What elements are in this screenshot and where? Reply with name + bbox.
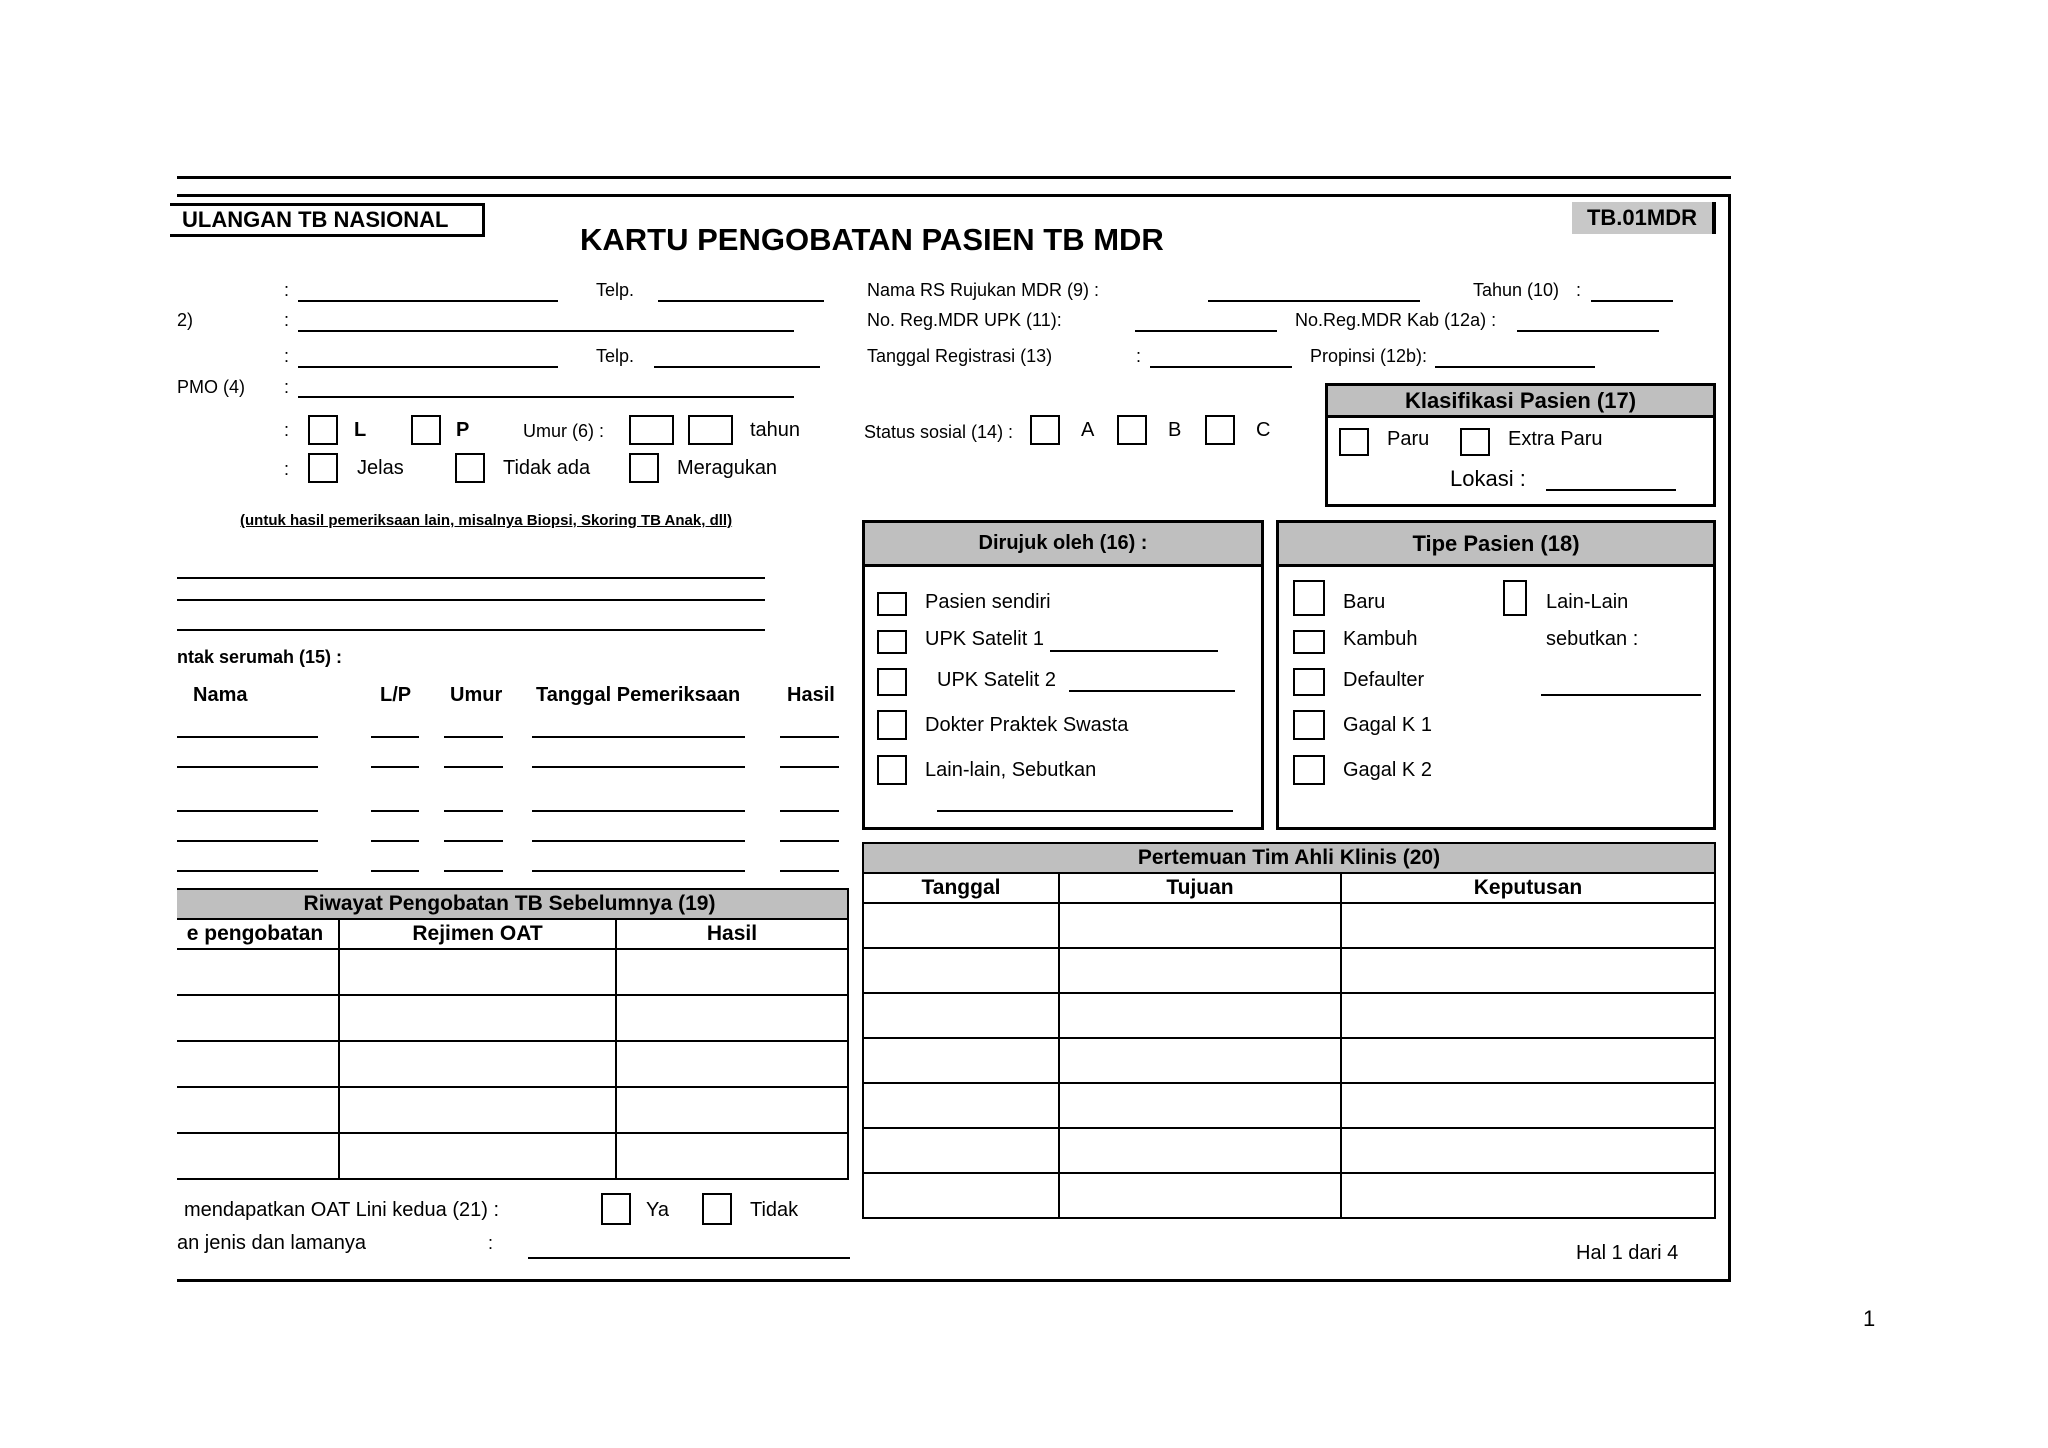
noreg-kab-field-line[interactable] bbox=[1517, 330, 1659, 332]
pmo-name-field-line[interactable] bbox=[298, 366, 558, 368]
pertemuan-row bbox=[863, 1173, 1715, 1218]
status-b-checkbox[interactable] bbox=[1117, 415, 1147, 445]
contact-field-line[interactable] bbox=[444, 766, 503, 768]
riwayat-row-cell[interactable] bbox=[171, 1041, 339, 1087]
rs-field-line[interactable] bbox=[1208, 300, 1420, 302]
dirujuk-satelit1-checkbox[interactable] bbox=[877, 630, 907, 654]
pertemuan-row-cell[interactable] bbox=[1059, 1038, 1341, 1083]
riwayat-row-cell[interactable] bbox=[339, 1041, 616, 1087]
contacts-header-date: Tanggal Pemeriksaan bbox=[536, 684, 741, 706]
tipe-baru-checkbox[interactable] bbox=[1293, 580, 1325, 616]
contact-field-line[interactable] bbox=[177, 810, 318, 812]
paru-checkbox[interactable] bbox=[1339, 428, 1369, 456]
riwayat-table bbox=[170, 888, 849, 1180]
rs-label: Nama RS Rujukan MDR (9) : bbox=[867, 280, 1100, 300]
dirujuk-panel bbox=[862, 520, 1264, 830]
contact-field-line[interactable] bbox=[371, 840, 419, 842]
address-field-line[interactable] bbox=[298, 330, 794, 332]
dirujuk-dps-checkbox[interactable] bbox=[877, 710, 907, 740]
tgl-reg-field-line[interactable] bbox=[1150, 366, 1292, 368]
dirujuk-satelit1-label: UPK Satelit 1 bbox=[925, 628, 1044, 650]
tipe-gagal2-checkbox[interactable] bbox=[1293, 755, 1325, 785]
pertemuan-row-cell[interactable] bbox=[1341, 1038, 1715, 1083]
oat-tidak-checkbox[interactable] bbox=[702, 1193, 732, 1225]
pertemuan-title: Pertemuan Tim Ahli Klinis (20) bbox=[863, 843, 1715, 873]
scar-clear-checkbox[interactable] bbox=[308, 453, 338, 483]
riwayat-row-cell[interactable] bbox=[339, 1133, 616, 1179]
pertemuan-row-cell[interactable] bbox=[863, 948, 1059, 993]
dirujuk-other-label: Lain-lain, Sebutkan bbox=[925, 759, 1097, 781]
riwayat-row bbox=[171, 1041, 848, 1087]
telp-label: Telp. bbox=[596, 346, 635, 366]
telp-label: Telp. bbox=[596, 280, 635, 300]
status-a-checkbox[interactable] bbox=[1030, 415, 1060, 445]
tipe-panel bbox=[1276, 520, 1716, 830]
riwayat-left-mask bbox=[165, 880, 177, 1180]
extra-paru-checkbox[interactable] bbox=[1460, 428, 1490, 456]
riwayat-row-cell[interactable] bbox=[616, 949, 848, 995]
dirujuk-satelit2-checkbox[interactable] bbox=[877, 668, 907, 696]
status-b-label: B bbox=[1168, 419, 1182, 441]
contacts-label: ntak serumah (15) : bbox=[177, 647, 343, 667]
sex-p-label: P bbox=[456, 419, 470, 441]
sex-p-checkbox[interactable] bbox=[411, 415, 441, 445]
tipe-other-label: Lain-Lain bbox=[1546, 591, 1629, 613]
riwayat-row-cell[interactable] bbox=[339, 995, 616, 1041]
dirujuk-title: Dirujuk oleh (16) : bbox=[865, 523, 1261, 567]
scar-none-checkbox[interactable] bbox=[455, 453, 485, 483]
pertemuan-row-cell[interactable] bbox=[1059, 1083, 1341, 1128]
contact-field-line[interactable] bbox=[371, 736, 419, 738]
pmo-address-field-line[interactable] bbox=[298, 396, 794, 398]
riwayat-row-cell[interactable] bbox=[339, 949, 616, 995]
riwayat-row bbox=[171, 949, 848, 995]
klasifikasi-title: Klasifikasi Pasien (17) bbox=[1328, 386, 1713, 418]
pertemuan-row-cell[interactable] bbox=[1341, 1083, 1715, 1128]
page-number: 1 bbox=[1863, 1306, 1876, 1331]
contact-field-line[interactable] bbox=[780, 840, 839, 842]
pertemuan-row-cell[interactable] bbox=[1059, 1128, 1341, 1173]
contacts-header-name: Nama bbox=[193, 684, 248, 706]
pertemuan-row-cell[interactable] bbox=[863, 903, 1059, 948]
dirujuk-dps-label: Dokter Praktek Swasta bbox=[925, 714, 1129, 736]
contact-field-line[interactable] bbox=[532, 840, 745, 842]
noreg-upk-label: No. Reg.MDR UPK (11): bbox=[867, 310, 1062, 330]
contact-field-line[interactable] bbox=[371, 870, 419, 872]
program-label: ULANGAN TB NASIONAL bbox=[170, 203, 485, 237]
colon: : bbox=[284, 346, 290, 366]
contact-field-line[interactable] bbox=[444, 840, 503, 842]
pertemuan-row-cell[interactable] bbox=[1341, 948, 1715, 993]
oat-label: mendapatkan OAT Lini kedua (21) : bbox=[184, 1199, 499, 1221]
contacts-header-age: Umur bbox=[450, 684, 503, 706]
pertemuan-row-cell[interactable] bbox=[863, 1173, 1059, 1218]
contact-field-line[interactable] bbox=[780, 766, 839, 768]
frame-right bbox=[1728, 194, 1731, 1281]
tipe-baru-label: Baru bbox=[1343, 591, 1386, 613]
contact-field-line[interactable] bbox=[444, 736, 503, 738]
pertemuan-table bbox=[862, 842, 1716, 1219]
riwayat-row bbox=[171, 1087, 848, 1133]
contacts-header-sex: L/P bbox=[380, 684, 412, 706]
dirujuk-satelit2-label: UPK Satelit 2 bbox=[937, 669, 1056, 691]
dirujuk-other-checkbox[interactable] bbox=[877, 755, 907, 785]
noreg-kab-label: No.Reg.MDR Kab (12a) : bbox=[1295, 310, 1497, 330]
pertemuan-row-cell[interactable] bbox=[1341, 903, 1715, 948]
page-title: KARTU PENGOBATAN PASIEN TB MDR bbox=[580, 222, 1164, 257]
riwayat-row-cell[interactable] bbox=[171, 949, 339, 995]
pertemuan-header-date: Tanggal bbox=[863, 873, 1059, 903]
colon: : bbox=[488, 1233, 494, 1253]
riwayat-header-regimen: Rejimen OAT bbox=[339, 919, 616, 949]
tipe-other-checkbox[interactable] bbox=[1503, 580, 1527, 616]
colon: : bbox=[284, 377, 290, 397]
oat-ya-checkbox[interactable] bbox=[601, 1193, 631, 1225]
contact-field-line[interactable] bbox=[371, 810, 419, 812]
contact-field-line[interactable] bbox=[532, 736, 745, 738]
pertemuan-row bbox=[863, 903, 1715, 948]
pertemuan-row bbox=[863, 948, 1715, 993]
lokasi-field-line[interactable] bbox=[1546, 489, 1676, 491]
pertemuan-row bbox=[863, 1128, 1715, 1173]
riwayat-row-cell[interactable] bbox=[339, 1087, 616, 1133]
tipe-kambuh-label: Kambuh bbox=[1343, 628, 1418, 650]
pertemuan-row bbox=[863, 993, 1715, 1038]
pmo-label: PMO (4) bbox=[177, 377, 246, 397]
propinsi-field-line[interactable] bbox=[1435, 366, 1595, 368]
dirujuk-self-label: Pasien sendiri bbox=[925, 591, 1051, 613]
oat-ya-label: Ya bbox=[646, 1199, 669, 1221]
other-exam-note: (untuk hasil pemeriksaan lain, misalnya Biopsi, Skoring TB Anak, dll) bbox=[240, 512, 733, 529]
tipe-gagal1-checkbox[interactable] bbox=[1293, 710, 1325, 740]
extra-paru-label: Extra Paru bbox=[1508, 428, 1603, 450]
pertemuan-row-cell[interactable] bbox=[1059, 1173, 1341, 1218]
contact-field-line[interactable] bbox=[444, 810, 503, 812]
age-unit: tahun bbox=[750, 419, 801, 441]
scar-doubtful-label: Meragukan bbox=[677, 457, 778, 479]
dirujuk-self-checkbox[interactable] bbox=[877, 592, 907, 616]
scar-doubtful-checkbox[interactable] bbox=[629, 453, 659, 483]
status-c-label: C bbox=[1256, 419, 1271, 441]
pertemuan-row-cell[interactable] bbox=[863, 1038, 1059, 1083]
status-c-checkbox[interactable] bbox=[1205, 415, 1235, 445]
riwayat-title: Riwayat Pengobatan TB Sebelumnya (19) bbox=[171, 889, 848, 919]
telp-field-line[interactable] bbox=[658, 300, 824, 302]
pertemuan-row bbox=[863, 1038, 1715, 1083]
contact-field-line[interactable] bbox=[177, 840, 318, 842]
page-info: Hal 1 dari 4 bbox=[1576, 1242, 1679, 1264]
pertemuan-row-cell[interactable] bbox=[863, 1083, 1059, 1128]
riwayat-row bbox=[171, 1133, 848, 1179]
tipe-gagal1-label: Gagal K 1 bbox=[1343, 714, 1432, 736]
tahun-label: Tahun (10) bbox=[1473, 280, 1560, 300]
contact-field-line[interactable] bbox=[177, 736, 318, 738]
other-exam-line-1[interactable] bbox=[177, 577, 765, 579]
status-label: Status sosial (14) : bbox=[864, 422, 1014, 442]
lokasi-label: Lokasi : bbox=[1450, 466, 1526, 491]
pertemuan-row-cell[interactable] bbox=[1059, 948, 1341, 993]
propinsi-label: Propinsi (12b): bbox=[1310, 346, 1428, 366]
riwayat-header-result: Hasil bbox=[616, 919, 848, 949]
contact-field-line[interactable] bbox=[780, 870, 839, 872]
scar-none-label: Tidak ada bbox=[503, 457, 591, 479]
tipe-kambuh-checkbox[interactable] bbox=[1293, 630, 1325, 654]
dirujuk-other-field-line[interactable] bbox=[937, 810, 1233, 812]
pertemuan-row-cell[interactable] bbox=[1059, 903, 1341, 948]
contact-field-line[interactable] bbox=[780, 736, 839, 738]
riwayat-header-duration: e pengobatan bbox=[171, 919, 339, 949]
pertemuan-row-cell[interactable] bbox=[1059, 993, 1341, 1038]
satelit1-field-line[interactable] bbox=[1050, 650, 1218, 652]
oat-tidak-label: Tidak bbox=[750, 1199, 799, 1221]
riwayat-row-cell[interactable] bbox=[616, 1133, 848, 1179]
sex-l-label: L bbox=[354, 419, 367, 441]
colon: : bbox=[1136, 346, 1142, 366]
colon: : bbox=[1576, 280, 1582, 300]
pmo-telp-field-line[interactable] bbox=[654, 366, 820, 368]
contact-field-line[interactable] bbox=[532, 810, 745, 812]
satelit2-field-line[interactable] bbox=[1069, 690, 1235, 692]
colon: : bbox=[284, 280, 290, 300]
riwayat-row-cell[interactable] bbox=[171, 1087, 339, 1133]
status-a-label: A bbox=[1081, 419, 1095, 441]
paru-label: Paru bbox=[1387, 428, 1430, 450]
riwayat-row-cell[interactable] bbox=[616, 1087, 848, 1133]
row2-label: 2) bbox=[177, 310, 194, 330]
contact-field-line[interactable] bbox=[780, 810, 839, 812]
contact-field-line[interactable] bbox=[371, 766, 419, 768]
contact-field-line[interactable] bbox=[177, 766, 318, 768]
tipe-title: Tipe Pasien (18) bbox=[1279, 523, 1713, 567]
tahun-field-line[interactable] bbox=[1591, 300, 1673, 302]
age-digit-2[interactable] bbox=[688, 415, 733, 445]
pertemuan-row-cell[interactable] bbox=[863, 1128, 1059, 1173]
top-rule bbox=[177, 176, 1731, 179]
other-exam-line-2[interactable] bbox=[177, 599, 765, 601]
pertemuan-header-decision: Keputusan bbox=[1341, 873, 1715, 903]
pertemuan-row-cell[interactable] bbox=[863, 993, 1059, 1038]
pertemuan-row-cell[interactable] bbox=[1341, 993, 1715, 1038]
riwayat-row-cell[interactable] bbox=[616, 1041, 848, 1087]
sex-l-checkbox[interactable] bbox=[308, 415, 338, 445]
contact-field-line[interactable] bbox=[532, 870, 745, 872]
noreg-upk-field-line[interactable] bbox=[1135, 330, 1277, 332]
frame-top bbox=[177, 194, 1731, 197]
pertemuan-header-purpose: Tujuan bbox=[1059, 873, 1341, 903]
pertemuan-row bbox=[863, 1083, 1715, 1128]
pertemuan-row-cell[interactable] bbox=[1341, 1128, 1715, 1173]
contact-field-line[interactable] bbox=[444, 870, 503, 872]
scar-clear-label: Jelas bbox=[357, 457, 404, 479]
riwayat-row-cell[interactable] bbox=[171, 1133, 339, 1179]
contact-field-line[interactable] bbox=[532, 766, 745, 768]
pertemuan-row-cell[interactable] bbox=[1341, 1173, 1715, 1218]
form-code: TB.01MDR bbox=[1572, 202, 1716, 234]
tipe-gagal2-label: Gagal K 2 bbox=[1343, 759, 1432, 781]
name-field-line[interactable] bbox=[298, 300, 558, 302]
other-exam-line-3[interactable] bbox=[177, 629, 765, 631]
contacts-header-result: Hasil bbox=[787, 684, 835, 706]
colon: : bbox=[284, 459, 290, 479]
tipe-defaulter-checkbox[interactable] bbox=[1293, 668, 1325, 696]
frame-bottom bbox=[177, 1279, 1731, 1282]
riwayat-row-cell[interactable] bbox=[171, 995, 339, 1041]
tipe-other-specify: sebutkan : bbox=[1546, 628, 1639, 650]
contact-field-line[interactable] bbox=[177, 870, 318, 872]
age-label: Umur (6) : bbox=[523, 421, 604, 441]
riwayat-row bbox=[171, 995, 848, 1041]
jenis-field-line[interactable] bbox=[528, 1257, 850, 1259]
colon: : bbox=[284, 310, 290, 330]
riwayat-row-cell[interactable] bbox=[616, 995, 848, 1041]
tgl-reg-label: Tanggal Registrasi (13) bbox=[867, 346, 1053, 366]
tipe-defaulter-label: Defaulter bbox=[1343, 669, 1425, 691]
age-digit-1[interactable] bbox=[629, 415, 674, 445]
colon: : bbox=[284, 420, 290, 440]
tipe-other-field-line[interactable] bbox=[1541, 694, 1701, 696]
jenis-label: an jenis dan lamanya bbox=[177, 1232, 367, 1254]
